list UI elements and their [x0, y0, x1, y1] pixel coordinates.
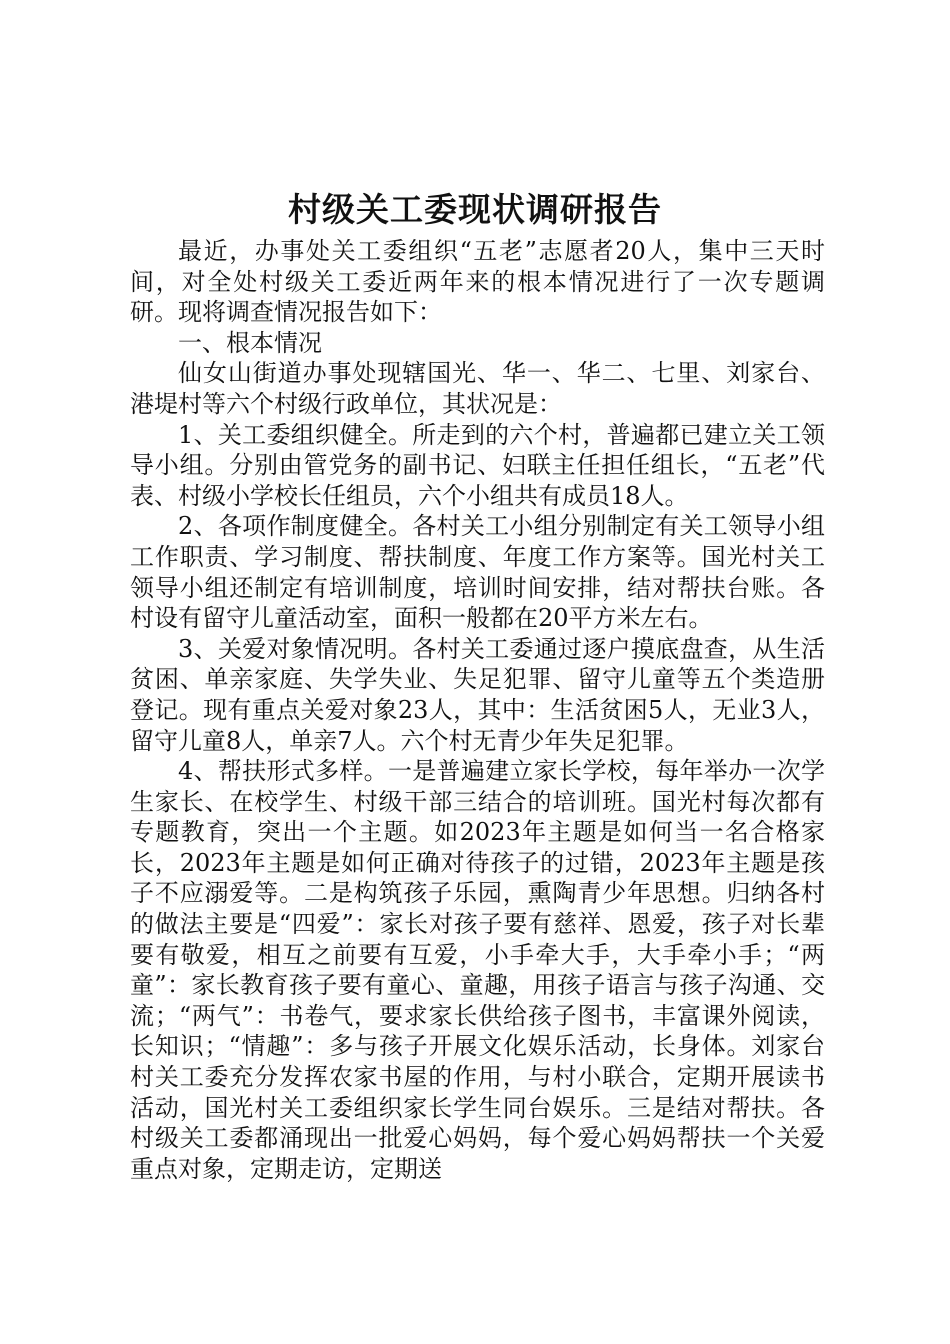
- document-title: 村级关工委现状调研报告: [288, 190, 662, 229]
- paragraph-intro: 最近，办事处关工委组织“五老”志愿者20人，集中三天时间，对全处村级关工委近两年来的根本情况进行了一次专题调研。现将调查情况报告如下：: [130, 237, 825, 327]
- paragraph-item-1: 1、关工委组织健全。所走到的六个村，普遍都已建立关工领导小组。分别由管党务的副书记、妇联主任担任组长，“五老”代表、村级小学校长任组员，六个小组共有成员18人。: [130, 420, 825, 510]
- section-heading-basic-situation: 一、根本情况: [178, 328, 322, 357]
- paragraph-item-3: 3、关爱对象情况明。各村关工委通过逐户摸底盘查，从生活贫困、单亲家庭、失学失业、失足犯罪、留守儿童等五个类造册登记。现有重点关爱对象23人，其中：生活贫困5人，无业3人，留守儿童8人，单亲7人。六个村无青少年失足犯罪。: [130, 634, 825, 755]
- paragraph-item-2: 2、各项作制度健全。各村关工小组分别制定有关工领导小组工作职责、学习制度、帮扶制度、年度工作方案等。国光村关工领导小组还制定有培训制度，培训时间安排，结对帮扶台账。各村设有留守儿童活动室，面积一般都在20平方米左右。: [130, 512, 825, 633]
- document-body: [130, 236, 825, 1184]
- paragraph-overview: 仙女山街道办事处现辖国光、华一、华二、七里、刘家台、港堤村等六个村级行政单位，其状况是：: [130, 359, 825, 418]
- paragraph-item-4: 4、帮扶形式多样。一是普遍建立家长学校，每年举办一次学生家长、在校学生、村级干部三结合的培训班。国光村每次都有专题教育，突出一个主题。如2023年主题是如何当一名合格家长，2023年主题是如何正确对待孩子的过错，2023年主题是孩子不应溺爱等。二是构筑孩子乐园，熏陶青少年思想。归纳各村的做法主要是“四爱”：家长对孩子要有慈祥、恩爱，孩子对长辈要有敬爱，相互之前要有互爱，小手牵大手，大手牵小手；“两童”：家长教育孩子要有童心、童趣，用孩子语言与孩子沟通、交流；“两气”：书卷气，要求家长供给孩子图书，丰富课外阅读，长知识；“情趣”：多与孩子开展文化娱乐活动，长身体。刘家台村关工委充分发挥农家书屋的作用，与村小联合，定期开展读书活动，国光村关工委组织家长学生同台娱乐。三是结对帮扶。各村级关工委都涌现出一批爱心妈妈，每个爱心妈妈帮扶一个关爱重点对象，定期走访，定期送: [130, 757, 825, 1183]
